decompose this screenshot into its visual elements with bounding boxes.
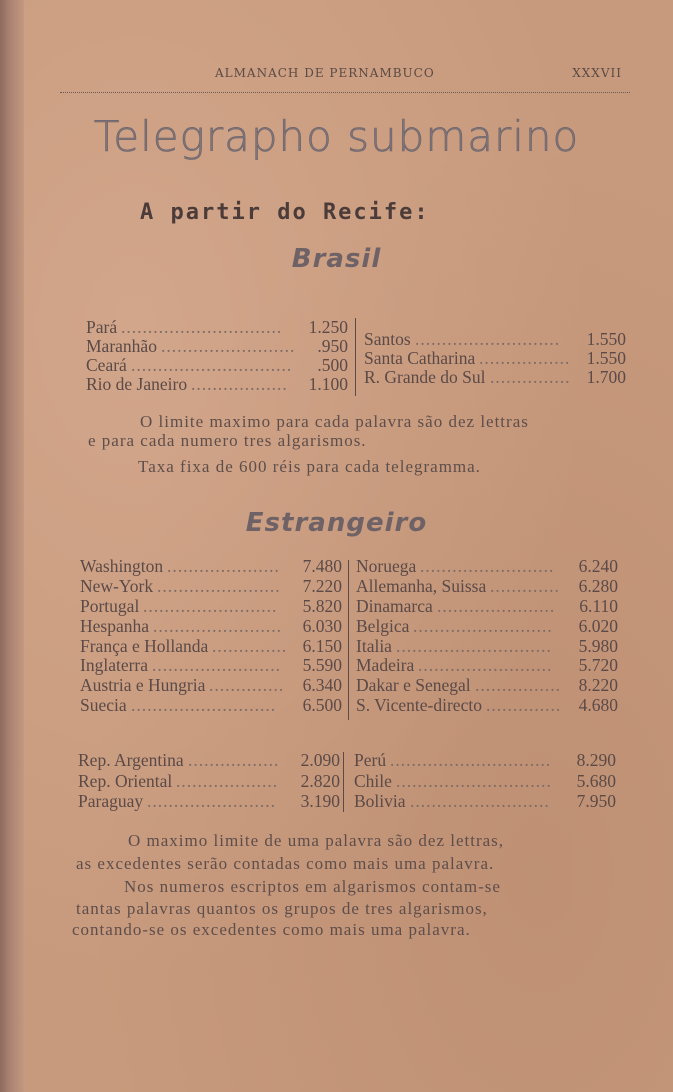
dot-leader: ................ <box>475 676 561 696</box>
rate-value: 6.280 <box>578 575 618 596</box>
dot-leader: .......................... <box>410 792 550 811</box>
dot-leader: ................. <box>188 751 280 770</box>
section-subtitle: A partir do Recife: <box>140 200 430 225</box>
destination-name: Hespanha <box>80 615 150 636</box>
destination-name: Portugal <box>80 595 140 616</box>
dot-leader: ................. <box>479 349 571 368</box>
page-title: Telegrapho submarino <box>93 112 580 161</box>
foreign-note-line-4: tantas palavras quantos os grupos de tres algarismos, <box>76 899 488 918</box>
rate-row <box>364 330 626 349</box>
dot-leader: ....................... <box>157 576 281 596</box>
dot-leader: ..................... <box>167 557 280 576</box>
rate-value: 5.680 <box>576 770 616 791</box>
rate-value: 6.110 <box>579 595 618 616</box>
rate-value: 1.100 <box>308 374 348 394</box>
destination-name: Inglaterra <box>80 655 149 676</box>
destination-name: Austria e Hungria <box>80 675 206 696</box>
south-america-rates-right <box>354 751 616 813</box>
rate-row <box>356 577 618 596</box>
rate-row <box>80 637 342 656</box>
estrangeiro-heading: Estrangeiro <box>245 508 428 538</box>
rate-value: 5.820 <box>302 595 342 616</box>
foreign-rates-left <box>80 557 342 716</box>
dot-leader: .............. <box>209 676 285 696</box>
rate-value: 5.720 <box>578 655 618 676</box>
rate-row <box>80 597 342 616</box>
dot-leader: ......................... <box>161 337 296 356</box>
rate-row <box>356 617 618 636</box>
foreign-rates-right <box>356 557 618 716</box>
rate-row <box>78 792 340 811</box>
rate-row <box>78 772 340 791</box>
rate-row <box>354 792 616 811</box>
brasil-note-line-3: Taxa fixa de 600 réis para cada telegramma. <box>138 457 481 476</box>
destination-name: Rep. Argentina <box>78 750 184 770</box>
dot-leader: .............................. <box>390 751 552 770</box>
brasil-note-line-2: e para cada numero tres algarismos. <box>88 431 367 450</box>
destination-name: Belgica <box>356 615 410 636</box>
rate-row <box>86 375 348 394</box>
rate-row <box>356 557 618 576</box>
rate-value: 6.020 <box>578 615 618 636</box>
destination-name: Dinamarca <box>356 595 433 616</box>
destination-name: Rep. Oriental <box>78 770 173 791</box>
column-divider <box>348 560 349 720</box>
foreign-note-line-3: Nos numeros escriptos em algarismos contam-se <box>124 877 501 896</box>
rate-value: 4.680 <box>578 695 618 716</box>
rate-value: 1.550 <box>586 348 626 368</box>
destination-name: Pará <box>86 317 118 337</box>
dot-leader: ............... <box>490 368 571 387</box>
rate-row <box>356 696 618 715</box>
destination-name: Santa Catharina <box>364 348 476 368</box>
dot-leader: ......................... <box>143 596 278 616</box>
dot-leader: ........................ <box>147 792 276 811</box>
rate-value: 6.150 <box>302 635 342 656</box>
brasil-rates-left <box>86 318 348 394</box>
rate-value: 6.240 <box>578 556 618 576</box>
rate-value: .500 <box>317 355 348 375</box>
dot-leader: ............. <box>490 576 560 596</box>
dot-leader: ...................... <box>437 596 556 616</box>
page-number: XXXVII <box>572 66 622 80</box>
destination-name: Dakar e Senegal <box>356 675 471 696</box>
column-divider <box>355 318 356 396</box>
dot-leader: ........................ <box>153 616 282 636</box>
rate-row <box>356 676 618 695</box>
rate-row <box>80 577 342 596</box>
rate-value: 7.220 <box>302 575 342 596</box>
dot-leader: .............. <box>212 636 288 656</box>
destination-name: R. Grande do Sul <box>364 367 486 387</box>
dot-leader: ........................ <box>152 656 281 676</box>
rate-value: 7.480 <box>302 556 342 576</box>
destination-name: Paraguay <box>78 791 144 811</box>
destination-name: Italia <box>356 635 392 656</box>
column-divider <box>343 752 344 812</box>
rate-row <box>86 318 348 337</box>
rate-value: 8.220 <box>578 675 618 696</box>
page-binding-edge <box>0 0 24 1092</box>
rate-row <box>80 656 342 675</box>
destination-name: Chile <box>354 770 392 791</box>
rate-value: 6.500 <box>302 695 342 716</box>
foreign-note-line-5: contando-se os excedentes como mais uma palavra. <box>72 920 471 939</box>
rate-value: 1.550 <box>586 329 626 349</box>
dot-leader: ......................... <box>420 557 555 576</box>
brasil-note-line-1: O limite maximo para cada palavra são dez lettras <box>140 412 529 431</box>
destination-name: Maranhão <box>86 336 157 356</box>
rate-value: 6.030 <box>302 615 342 636</box>
dot-leader: ............................. <box>396 636 552 656</box>
brasil-rates-right <box>364 330 626 387</box>
destination-name: Perú <box>354 750 387 770</box>
rate-row <box>354 751 616 770</box>
destination-name: Allemanha, Suissa <box>356 575 487 596</box>
rate-value: 3.190 <box>300 791 340 811</box>
destination-name: Ceará <box>86 355 127 375</box>
rate-value: 5.980 <box>578 635 618 656</box>
dot-leader: .......................... <box>413 616 553 636</box>
header-rule <box>60 92 630 93</box>
running-title: ALMANACH DE PERNAMBUCO <box>215 66 435 80</box>
destination-name: Santos <box>364 329 411 349</box>
destination-name: Rio de Janeiro <box>86 374 188 394</box>
rate-row <box>356 656 618 675</box>
rate-value: 6.340 <box>302 675 342 696</box>
rate-value: 1.250 <box>308 317 348 337</box>
rate-row <box>78 751 340 770</box>
brasil-heading: Brasil <box>291 244 382 274</box>
foreign-note-line-1: O maximo limite de uma palavra são dez lettras, <box>128 831 505 850</box>
destination-name: Madeira <box>356 655 415 676</box>
rate-value: 2.090 <box>300 750 340 770</box>
dot-leader: ........................... <box>415 330 561 349</box>
dot-leader: .................. <box>191 375 288 394</box>
dot-leader: .............. <box>486 696 562 716</box>
rate-value: 7.950 <box>576 791 616 811</box>
foreign-note-line-2: as excedentes serão contadas como mais uma palavra. <box>76 854 495 873</box>
destination-name: Bolivia <box>354 791 406 811</box>
rate-value: 1.700 <box>586 367 626 387</box>
rate-row <box>364 368 626 387</box>
south-america-rates-left <box>78 751 340 813</box>
rate-row <box>86 337 348 356</box>
destination-name: Suecia <box>80 695 127 716</box>
rate-row <box>354 772 616 791</box>
rate-row <box>356 597 618 616</box>
destination-name: S. Vicente-directo <box>356 695 482 716</box>
rate-row <box>80 557 342 576</box>
dot-leader: ........................... <box>131 696 277 716</box>
dot-leader: ............................. <box>396 771 552 791</box>
rate-value: 2.820 <box>300 770 340 791</box>
destination-name: Washington <box>80 556 164 576</box>
rate-row <box>86 356 348 375</box>
dot-leader: ................... <box>176 771 279 791</box>
rate-row <box>364 349 626 368</box>
running-header <box>60 64 630 86</box>
dot-leader: .............................. <box>121 318 283 337</box>
rate-row <box>356 637 618 656</box>
rate-row <box>80 676 342 695</box>
destination-name: França e Hollanda <box>80 635 209 656</box>
rate-row <box>80 696 342 715</box>
rate-value: 8.290 <box>576 750 616 770</box>
rate-row <box>80 617 342 636</box>
rate-value: 5.590 <box>302 655 342 676</box>
destination-name: New-York <box>80 575 154 596</box>
dot-leader: .............................. <box>131 356 293 375</box>
rate-value: .950 <box>317 336 348 356</box>
dot-leader: ......................... <box>418 656 553 676</box>
destination-name: Noruega <box>356 556 417 576</box>
